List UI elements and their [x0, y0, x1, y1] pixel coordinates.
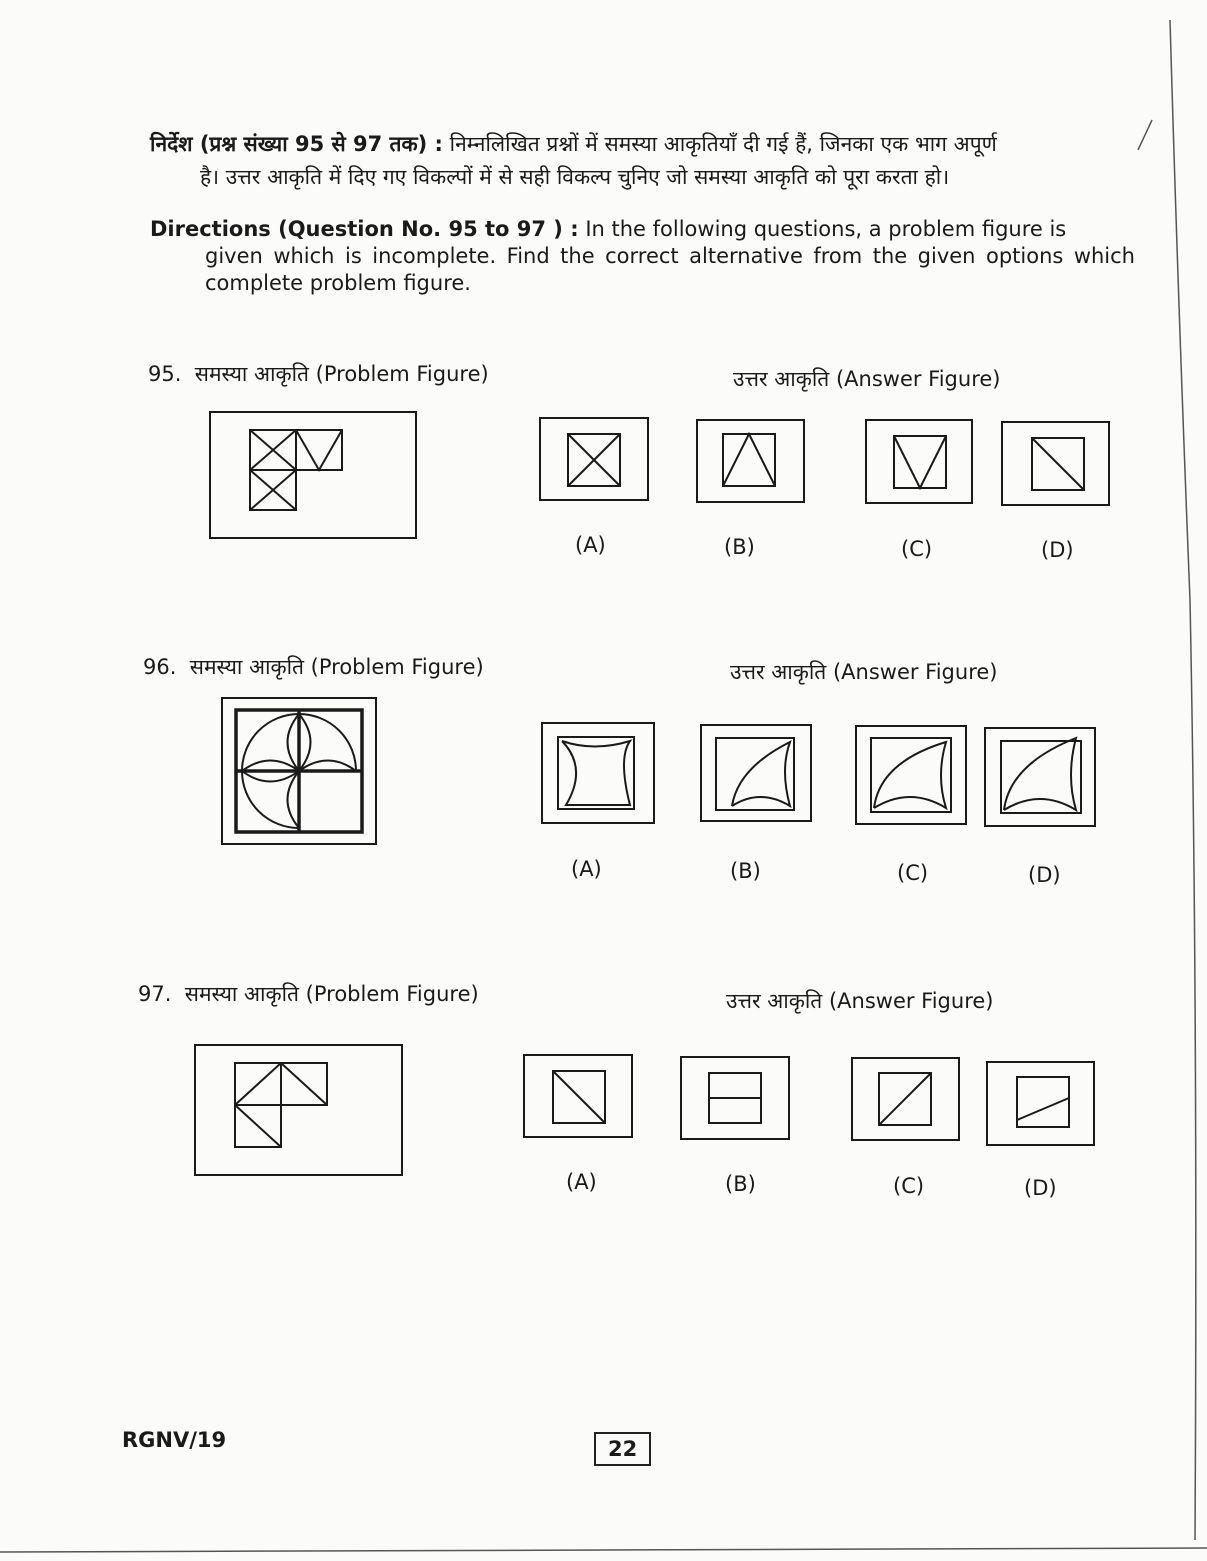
directions-hindi-text-1: निम्नलिखित प्रश्नों में समस्या आकृतियाँ दी गई हैं, जिनका एक भाग अपूर्ण	[449, 132, 997, 156]
q96-problem-label: समस्या आकृति (Problem Figure)	[189, 655, 484, 679]
q97-number: 97.	[138, 982, 172, 1006]
q95-number: 95.	[148, 362, 182, 386]
q97-problem-label: समस्या आकृति (Problem Figure)	[184, 982, 479, 1006]
q96-problem-figure	[222, 698, 376, 844]
q95-problem-label: समस्या आकृति (Problem Figure)	[194, 362, 489, 386]
q95-option-a-label: (A)	[575, 533, 606, 557]
footer-code: RGNV/19	[122, 1428, 227, 1452]
q97-option-a-label: (A)	[566, 1170, 597, 1194]
q97-option-b-label: (B)	[725, 1172, 756, 1196]
q96-option-c-figure	[856, 726, 966, 824]
q95-option-a-figure	[540, 418, 648, 500]
q97-header	[138, 980, 479, 1008]
directions-english-heading: Directions (Question No. 95 to 97 ) :	[150, 217, 579, 241]
scan-edge-right	[1170, 20, 1196, 1540]
q96-option-c-label: (C)	[897, 861, 929, 885]
q97-option-a-figure	[524, 1055, 632, 1137]
q95-option-d-figure	[1002, 422, 1109, 505]
page-number: 22	[594, 1432, 651, 1466]
q97-option-c-figure	[852, 1058, 959, 1140]
q97-option-d-label: (D)	[1024, 1176, 1057, 1200]
directions-hindi	[150, 128, 1140, 194]
scan-edge-bottom	[0, 1548, 1207, 1552]
q96-option-d-figure	[985, 728, 1095, 826]
q95-header	[148, 360, 489, 388]
directions-english-text-1: In the following questions, a problem figure is	[585, 217, 1067, 241]
q97-problem-figure	[195, 1045, 402, 1175]
q97-option-b-figure	[681, 1057, 789, 1139]
q96-option-a-figure	[542, 723, 654, 823]
q95-option-c-figure	[866, 420, 972, 503]
q97-answer-label: उत्तर आकृति (Answer Figure)	[726, 989, 994, 1013]
q96-option-b-label: (B)	[730, 859, 761, 883]
q96-option-b-figure	[701, 725, 811, 821]
directions-english	[150, 216, 1135, 297]
q96-option-d-label: (D)	[1028, 863, 1061, 887]
directions-hindi-text-2: है। उत्तर आकृति में दिए गए विकल्पों में से सही विकल्प चुनिए जो समस्या आकृति को पूरा करता हो।	[200, 165, 950, 189]
q96-header	[143, 653, 484, 681]
q96-option-a-label: (A)	[571, 857, 602, 881]
scan-mark	[1138, 120, 1152, 150]
q97-option-d-figure	[987, 1062, 1094, 1145]
q95-option-d-label: (D)	[1041, 538, 1074, 562]
q96-number: 96.	[143, 655, 177, 679]
q96-answer-label: उत्तर आकृति (Answer Figure)	[730, 660, 998, 684]
q95-answer-label: उत्तर आकृति (Answer Figure)	[733, 367, 1001, 391]
q95-option-b-figure	[697, 420, 804, 502]
q95-option-c-label: (C)	[901, 537, 933, 561]
q95-option-b-label: (B)	[724, 535, 755, 559]
directions-hindi-heading: निर्देश (प्रश्न संख्या 95 से 97 तक) :	[150, 132, 443, 156]
q95-problem-figure	[210, 412, 416, 538]
directions-english-text-2: given which is incomplete. Find the correct alternative from the given options which complete problem figure.	[205, 244, 1135, 295]
q97-option-c-label: (C)	[893, 1174, 925, 1198]
